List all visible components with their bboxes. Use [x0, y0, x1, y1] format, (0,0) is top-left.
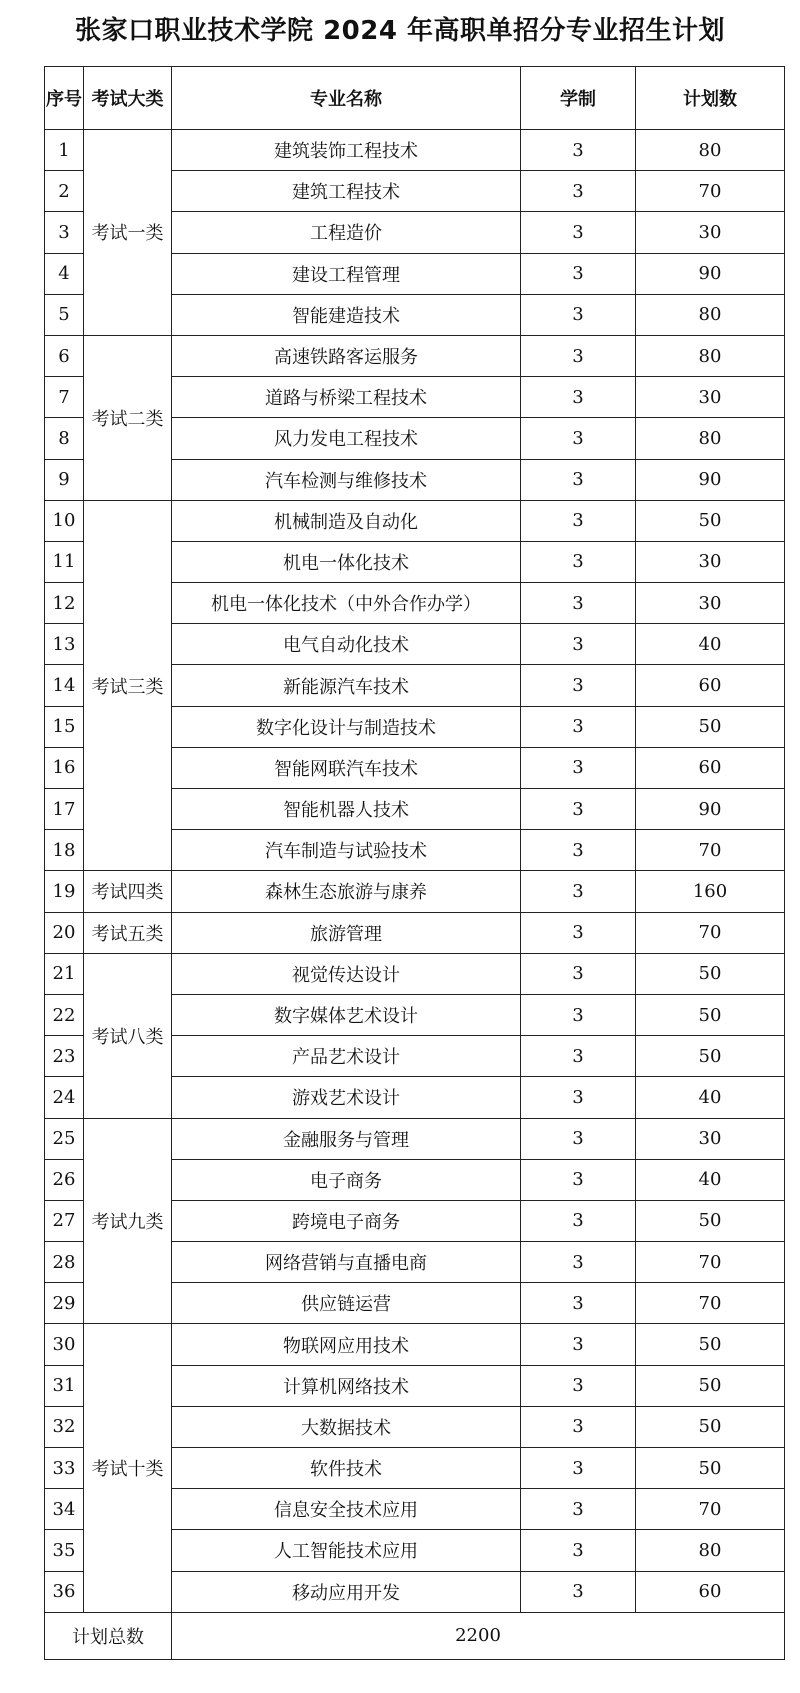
exam-category: 考试九类 [84, 1118, 172, 1324]
row-number: 32 [45, 1406, 84, 1447]
duration: 3 [521, 1571, 636, 1612]
plan-count: 60 [636, 665, 785, 706]
plan-count: 30 [636, 583, 785, 624]
duration: 3 [521, 1242, 636, 1283]
row-number: 19 [45, 871, 84, 912]
header-duration: 学制 [521, 67, 636, 130]
plan-count: 80 [636, 1530, 785, 1571]
duration: 3 [521, 994, 636, 1035]
row-number: 4 [45, 253, 84, 294]
plan-count: 50 [636, 1200, 785, 1241]
plan-count: 90 [636, 253, 785, 294]
major-name: 计算机网络技术 [172, 1365, 521, 1406]
enrollment-plan-table [44, 66, 785, 1660]
row-number: 33 [45, 1448, 84, 1489]
plan-count: 50 [636, 1448, 785, 1489]
duration: 3 [521, 912, 636, 953]
duration: 3 [521, 500, 636, 541]
page-title: 张家口职业技术学院 2024 年高职单招分专业招生计划 [75, 16, 725, 46]
plan-count: 80 [636, 294, 785, 335]
major-name: 网络营销与直播电商 [172, 1242, 521, 1283]
plan-count: 50 [636, 500, 785, 541]
major-name: 物联网应用技术 [172, 1324, 521, 1365]
major-name: 智能网联汽车技术 [172, 747, 521, 788]
duration: 3 [521, 1489, 636, 1530]
exam-category: 考试四类 [84, 871, 172, 912]
row-number: 36 [45, 1571, 84, 1612]
plan-count: 50 [636, 1406, 785, 1447]
row-number: 14 [45, 665, 84, 706]
duration: 3 [521, 1448, 636, 1489]
total-label: 计划总数 [45, 1612, 172, 1659]
plan-count: 40 [636, 1159, 785, 1200]
row-number: 24 [45, 1077, 84, 1118]
major-name: 建设工程管理 [172, 253, 521, 294]
duration: 3 [521, 953, 636, 994]
exam-category: 考试五类 [84, 912, 172, 953]
plan-count: 50 [636, 1324, 785, 1365]
table-footer [45, 1612, 785, 1659]
plan-count: 50 [636, 1036, 785, 1077]
row-number: 1 [45, 130, 84, 171]
duration: 3 [521, 871, 636, 912]
plan-count: 160 [636, 871, 785, 912]
duration: 3 [521, 583, 636, 624]
row-number: 5 [45, 294, 84, 335]
duration: 3 [521, 294, 636, 335]
major-name: 道路与桥梁工程技术 [172, 377, 521, 418]
duration: 3 [521, 171, 636, 212]
table-row [45, 335, 785, 376]
table-row [45, 912, 785, 953]
duration: 3 [521, 1406, 636, 1447]
major-name: 旅游管理 [172, 912, 521, 953]
row-number: 27 [45, 1200, 84, 1241]
row-number: 18 [45, 830, 84, 871]
plan-count: 30 [636, 541, 785, 582]
table-row [45, 1118, 785, 1159]
plan-count: 90 [636, 459, 785, 500]
header-row [45, 67, 785, 130]
table-row [45, 871, 785, 912]
row-number: 26 [45, 1159, 84, 1200]
duration: 3 [521, 1530, 636, 1571]
row-number: 28 [45, 1242, 84, 1283]
plan-count: 60 [636, 1571, 785, 1612]
duration: 3 [521, 1159, 636, 1200]
row-number: 8 [45, 418, 84, 459]
duration: 3 [521, 1283, 636, 1324]
table-header [45, 67, 785, 130]
major-name: 移动应用开发 [172, 1571, 521, 1612]
row-number: 34 [45, 1489, 84, 1530]
major-name: 人工智能技术应用 [172, 1530, 521, 1571]
duration: 3 [521, 377, 636, 418]
duration: 3 [521, 418, 636, 459]
plan-count: 40 [636, 1077, 785, 1118]
major-name: 电气自动化技术 [172, 624, 521, 665]
duration: 3 [521, 1077, 636, 1118]
exam-category: 考试八类 [84, 953, 172, 1118]
major-name: 新能源汽车技术 [172, 665, 521, 706]
major-name: 供应链运营 [172, 1283, 521, 1324]
table-row [45, 130, 785, 171]
major-name: 大数据技术 [172, 1406, 521, 1447]
major-name: 游戏艺术设计 [172, 1077, 521, 1118]
plan-count: 70 [636, 1283, 785, 1324]
row-number: 29 [45, 1283, 84, 1324]
row-number: 30 [45, 1324, 84, 1365]
plan-count: 50 [636, 953, 785, 994]
header-no: 序号 [45, 67, 84, 130]
row-number: 22 [45, 994, 84, 1035]
plan-count: 70 [636, 1489, 785, 1530]
row-number: 2 [45, 171, 84, 212]
duration: 3 [521, 789, 636, 830]
plan-count: 50 [636, 994, 785, 1035]
major-name: 风力发电工程技术 [172, 418, 521, 459]
row-number: 10 [45, 500, 84, 541]
duration: 3 [521, 459, 636, 500]
header-plan: 计划数 [636, 67, 785, 130]
major-name: 金融服务与管理 [172, 1118, 521, 1159]
plan-count: 30 [636, 377, 785, 418]
duration: 3 [521, 541, 636, 582]
table-row [45, 1324, 785, 1365]
major-name: 工程造价 [172, 212, 521, 253]
plan-count: 50 [636, 1365, 785, 1406]
row-number: 20 [45, 912, 84, 953]
row-number: 16 [45, 747, 84, 788]
plan-count: 30 [636, 212, 785, 253]
exam-category: 考试三类 [84, 500, 172, 871]
major-name: 智能机器人技术 [172, 789, 521, 830]
duration: 3 [521, 747, 636, 788]
duration: 3 [521, 212, 636, 253]
major-name: 建筑工程技术 [172, 171, 521, 212]
major-name: 数字化设计与制造技术 [172, 706, 521, 747]
row-number: 7 [45, 377, 84, 418]
duration: 3 [521, 1036, 636, 1077]
duration: 3 [521, 830, 636, 871]
major-name: 机电一体化技术 [172, 541, 521, 582]
exam-category: 考试二类 [84, 335, 172, 500]
exam-category: 考试一类 [84, 130, 172, 336]
plan-count: 50 [636, 706, 785, 747]
major-name: 电子商务 [172, 1159, 521, 1200]
duration: 3 [521, 1118, 636, 1159]
header-major: 专业名称 [172, 67, 521, 130]
plan-count: 70 [636, 171, 785, 212]
plan-count: 70 [636, 1242, 785, 1283]
plan-count: 70 [636, 830, 785, 871]
plan-count: 60 [636, 747, 785, 788]
major-name: 跨境电子商务 [172, 1200, 521, 1241]
table-row [45, 953, 785, 994]
major-name: 产品艺术设计 [172, 1036, 521, 1077]
total-row [45, 1612, 785, 1659]
duration: 3 [521, 130, 636, 171]
major-name: 信息安全技术应用 [172, 1489, 521, 1530]
duration: 3 [521, 335, 636, 376]
row-number: 21 [45, 953, 84, 994]
row-number: 12 [45, 583, 84, 624]
duration: 3 [521, 706, 636, 747]
major-name: 智能建造技术 [172, 294, 521, 335]
exam-category: 考试十类 [84, 1324, 172, 1612]
row-number: 35 [45, 1530, 84, 1571]
major-name: 机电一体化技术（中外合作办学） [172, 583, 521, 624]
major-name: 森林生态旅游与康养 [172, 871, 521, 912]
duration: 3 [521, 624, 636, 665]
row-number: 17 [45, 789, 84, 830]
major-name: 建筑装饰工程技术 [172, 130, 521, 171]
total-value: 2200 [172, 1612, 785, 1659]
plan-count: 80 [636, 130, 785, 171]
row-number: 6 [45, 335, 84, 376]
table-row [45, 500, 785, 541]
major-name: 数字媒体艺术设计 [172, 994, 521, 1035]
row-number: 3 [45, 212, 84, 253]
duration: 3 [521, 1365, 636, 1406]
plan-count: 80 [636, 418, 785, 459]
plan-count: 90 [636, 789, 785, 830]
major-name: 高速铁路客运服务 [172, 335, 521, 376]
row-number: 31 [45, 1365, 84, 1406]
row-number: 25 [45, 1118, 84, 1159]
row-number: 9 [45, 459, 84, 500]
major-name: 视觉传达设计 [172, 953, 521, 994]
row-number: 11 [45, 541, 84, 582]
duration: 3 [521, 1200, 636, 1241]
plan-count: 70 [636, 912, 785, 953]
duration: 3 [521, 665, 636, 706]
row-number: 23 [45, 1036, 84, 1077]
major-name: 机械制造及自动化 [172, 500, 521, 541]
table-body [45, 130, 785, 1613]
row-number: 15 [45, 706, 84, 747]
plan-count: 30 [636, 1118, 785, 1159]
plan-count: 80 [636, 335, 785, 376]
header-category: 考试大类 [84, 67, 172, 130]
plan-count: 40 [636, 624, 785, 665]
duration: 3 [521, 1324, 636, 1365]
major-name: 软件技术 [172, 1448, 521, 1489]
major-name: 汽车制造与试验技术 [172, 830, 521, 871]
row-number: 13 [45, 624, 84, 665]
major-name: 汽车检测与维修技术 [172, 459, 521, 500]
duration: 3 [521, 253, 636, 294]
